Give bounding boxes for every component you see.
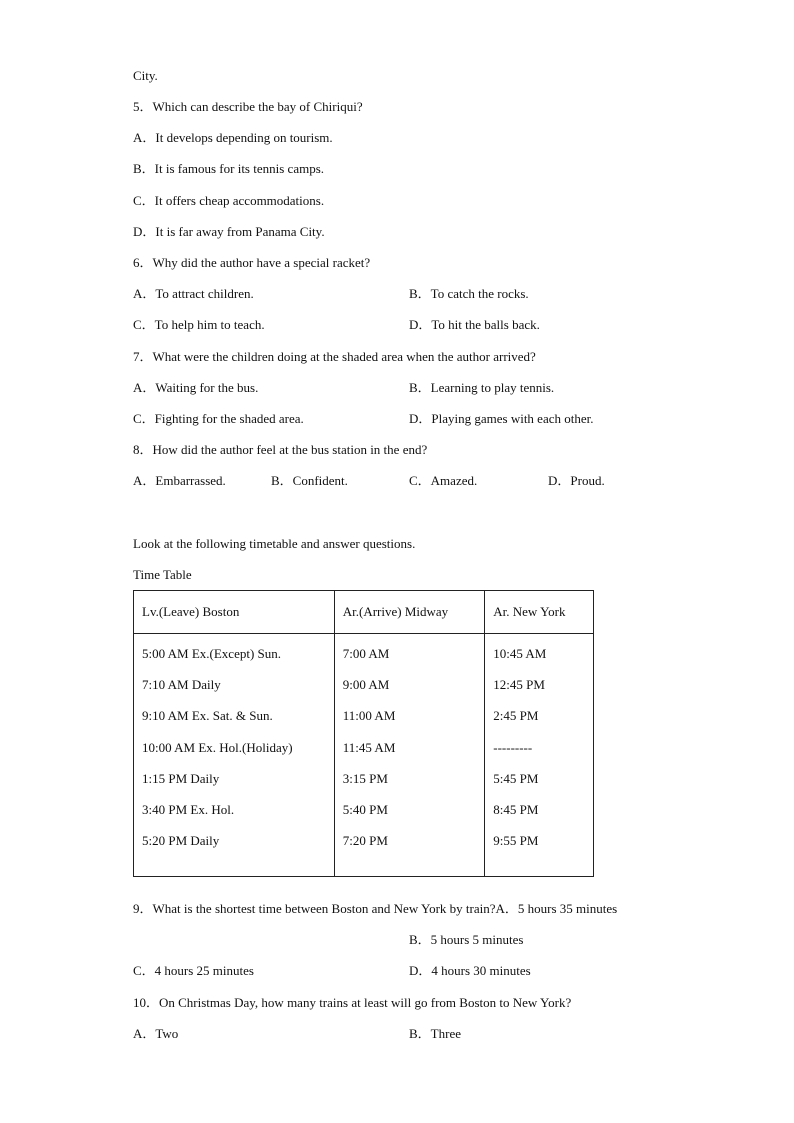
question-7-option-c: C．Fighting for the shaded area.: [133, 411, 304, 426]
column-leave-boston: [134, 634, 335, 877]
question-5-option-a: A．It develops depending on tourism.: [133, 130, 333, 145]
question-7-option-a: A．Waiting for the bus.: [133, 380, 259, 395]
question-9-option-b: B．5 hours 5 minutes: [409, 932, 524, 947]
table-cell: 2:45 PM: [493, 708, 539, 724]
table-cell: 7:10 AM Daily: [142, 677, 221, 693]
question-8-option-d: D．Proud.: [548, 473, 605, 488]
question-8-stem: 8．How did the author feel at the bus station in the end?: [133, 442, 428, 457]
table-cell: 9:55 PM: [493, 833, 539, 849]
header-arrive-midway: Ar.(Arrive) Midway: [334, 591, 484, 634]
timetable-body-row: [134, 634, 594, 877]
question-10-stem: 10．On Christmas Day, how many trains at least will go from Boston to New York?: [133, 995, 572, 1010]
timetable-instruction: Look at the following timetable and answer questions.: [133, 536, 416, 551]
table-cell: 10:00 AM Ex. Hol.(Holiday): [142, 739, 293, 755]
table-cell: 5:40 PM: [342, 801, 388, 817]
table-cell: 11:45 AM: [342, 739, 396, 755]
table-cell: 7:20 PM: [342, 833, 388, 849]
timetable-title: Time Table: [133, 567, 192, 582]
question-5-option-c: C．It offers cheap accommodations.: [133, 193, 325, 208]
question-8-option-b: B．Confident.: [271, 473, 348, 488]
header-arrive-new-york: Ar. New York: [485, 591, 594, 634]
question-9-stem: 9．What is the shortest time between Boston and New York by train?A．5 hours 35 minutes: [133, 901, 618, 916]
question-5-option-b: B．It is famous for its tennis camps.: [133, 161, 325, 176]
table-cell: 5:20 PM Daily: [142, 833, 220, 849]
question-6-option-d: D．To hit the balls back.: [409, 317, 540, 332]
table-cell: 9:00 AM: [342, 677, 390, 693]
question-5-option-d: D．It is far away from Panama City.: [133, 224, 325, 239]
question-8-option-a: A．Embarrassed.: [133, 473, 226, 488]
timetable: [133, 590, 594, 877]
intro-fragment: City.: [133, 68, 158, 83]
question-7-option-b: B．Learning to play tennis.: [409, 380, 555, 395]
question-6-stem: 6．Why did the author have a special racket?: [133, 255, 371, 270]
question-7-stem: 7．What were the children doing at the shaded area when the author arrived?: [133, 349, 536, 364]
question-8-option-c: C．Amazed.: [409, 473, 478, 488]
column-arrive-new-york: [485, 634, 594, 877]
table-cell: 3:15 PM: [342, 770, 388, 786]
question-10-option-a: A．Two: [133, 1026, 179, 1041]
table-cell: 8:45 PM: [493, 801, 539, 817]
table-cell: 7:00 AM: [342, 646, 390, 661]
table-cell: ---------: [493, 739, 533, 755]
table-cell: 10:45 AM: [493, 646, 547, 661]
table-cell: 11:00 AM: [342, 708, 396, 724]
table-cell: 3:40 PM Ex. Hol.: [142, 801, 235, 817]
question-6-option-b: B．To catch the rocks.: [409, 286, 529, 301]
timetable-header-row: [134, 591, 594, 634]
question-6-option-c: C．To help him to teach.: [133, 317, 265, 332]
table-cell: 5:00 AM Ex.(Except) Sun.: [142, 646, 282, 661]
table-cell: 1:15 PM Daily: [142, 770, 220, 786]
question-6-option-a: A．To attract children.: [133, 286, 254, 301]
question-5-stem: 5．Which can describe the bay of Chiriqui?: [133, 99, 363, 114]
table-cell: 12:45 PM: [493, 677, 545, 693]
column-arrive-midway: [334, 634, 484, 877]
header-leave-boston: Lv.(Leave) Boston: [134, 591, 335, 634]
table-cell: 5:45 PM: [493, 770, 539, 786]
question-7-option-d: D．Playing games with each other.: [409, 411, 594, 426]
question-10-option-b: B．Three: [409, 1026, 461, 1041]
question-9-option-c: C．4 hours 25 minutes: [133, 963, 254, 978]
question-9-option-d: D．4 hours 30 minutes: [409, 963, 531, 978]
table-cell: 9:10 AM Ex. Sat. & Sun.: [142, 708, 273, 724]
